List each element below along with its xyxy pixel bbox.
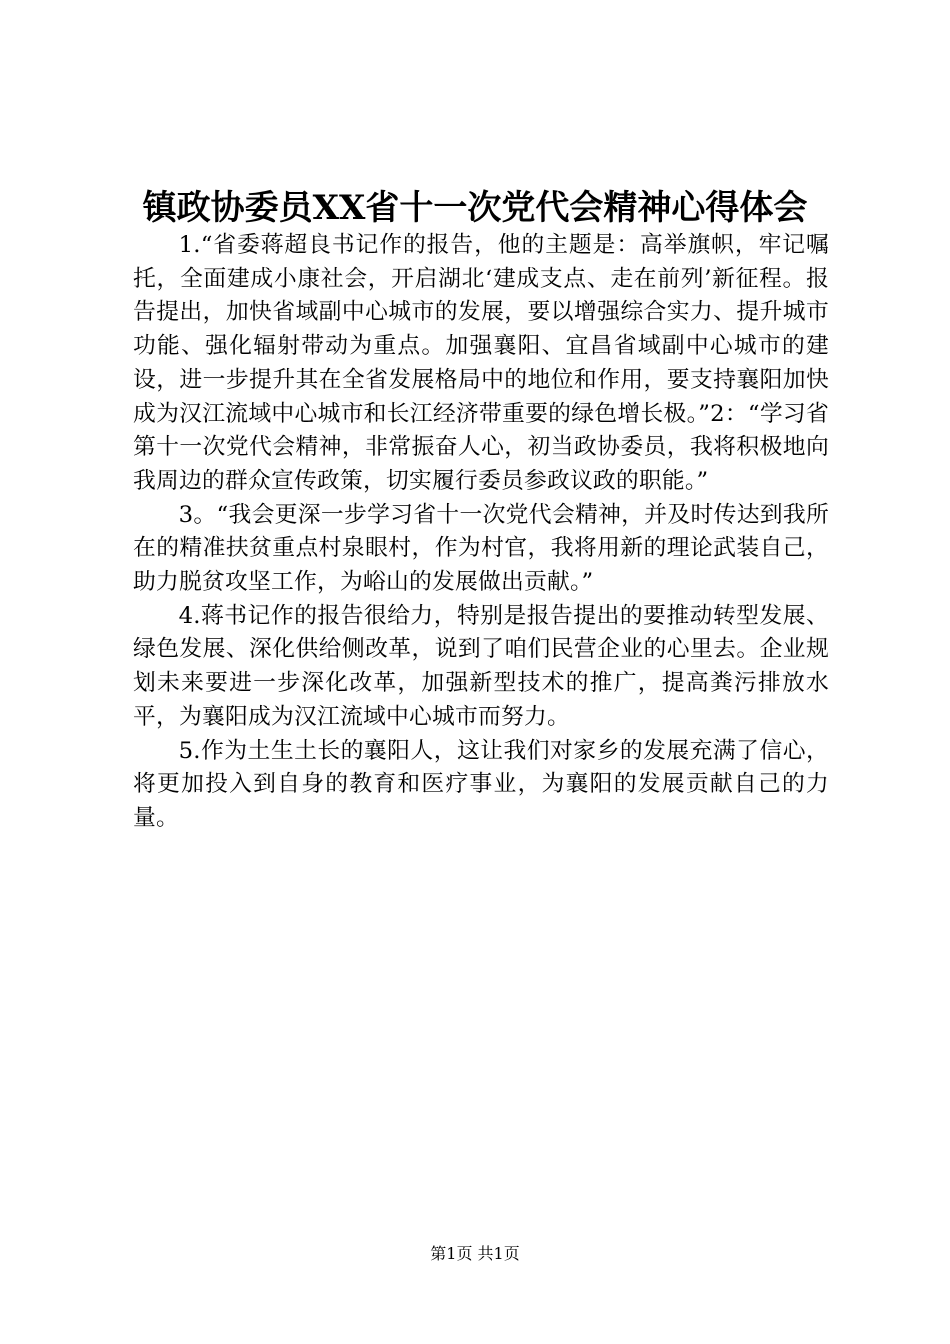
document-body (133, 229, 829, 836)
document-title: 镇政协委员XX省十一次党代会精神心得体会 (142, 188, 808, 228)
paragraph-2: 3。“我会更深一步学习省十一次党代会精神，并及时传达到我所在的精准扶贫重点村泉眼村，作为村官，我将用新的理论武装自己，助力脱贫攻坚工作，为峪山的发展做出贡献。” (133, 501, 829, 596)
page-footer: 第1页 共1页 (430, 1244, 520, 1263)
paragraph-3: 4.蒋书记作的报告很给力，特别是报告提出的要推动转型发展、绿色发展、深化供给侧改革，说到了咱们民营企业的心里去。企业规划未来要进一步深化改革，加强新型技术的推广，提高粪污排放水平，为襄阳成为汉江流域中心城市而努力。 (133, 602, 829, 730)
paragraph-4: 5.作为土生土长的襄阳人，这让我们对家乡的发展充满了信心，将更加投入到自身的教育和医疗事业，为襄阳的发展贡献自己的力量。 (133, 737, 829, 831)
paragraph-1: 1.“省委蒋超良书记作的报告，他的主题是：高举旗帜，牢记嘱托，全面建成小康社会，开启湖北‘建成支点、走在前列’新征程。报告提出，加快省域副中心城市的发展，要以增强综合实力、提升城市功能、强化辐射带动为重点。加强襄阳、宜昌省域副中心城市的建设，进一步提升其在全省发展格局中的地位和作用，要支持襄阳加快成为汉江流域中心城市和长江经济带重要的绿色增长极。”2：“学习省第十一次党代会精神，非常振奋人心，初当政协委员，我将积极地向我周边的群众宣传政策，切实履行委员参政议政的职能。” (133, 232, 829, 494)
